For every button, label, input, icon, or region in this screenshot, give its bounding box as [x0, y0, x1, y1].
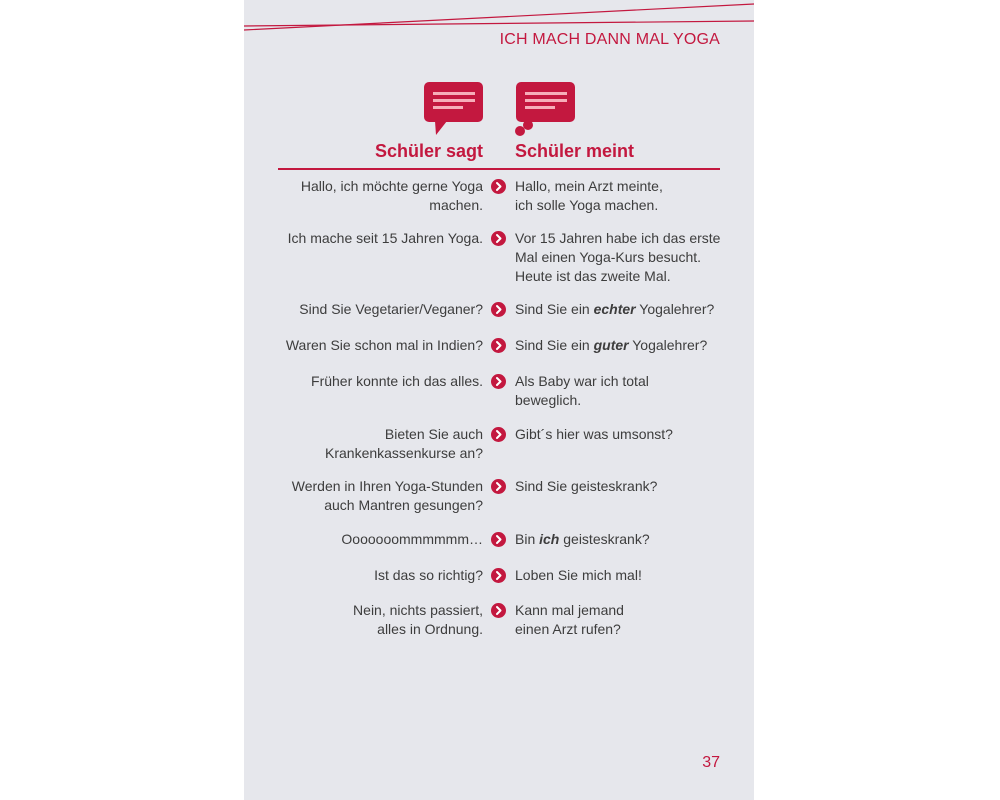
row-means: Bin ich geisteskrank?: [515, 531, 650, 547]
row-says: Ich mache seit 15 Jahren Yoga.: [287, 230, 483, 246]
chevron-right-circle-icon: [491, 479, 506, 494]
chevron-right-circle-icon: [491, 427, 506, 442]
row-says: Früher konnte ich das alles.: [311, 373, 483, 389]
row-means: Loben Sie mich mal!: [515, 567, 642, 583]
chevron-right-circle-icon: [491, 231, 506, 246]
row-says: Hallo, ich möchte gerne Yoga machen.: [300, 178, 483, 213]
row-means: Als Baby war ich total beweglich.: [515, 373, 649, 408]
chevron-right-circle-icon: [491, 302, 506, 317]
book-page: [244, 0, 754, 800]
row-means: Sind Sie ein echter Yogalehrer?: [515, 301, 715, 317]
row-says: Ist das so richtig?: [374, 567, 483, 583]
row-says: Ooooooommmmmm…: [341, 531, 483, 547]
row-says: Bieten Sie auch Krankenkassenkurse an?: [325, 426, 483, 461]
row-means: Kann mal jemand einen Arzt rufen?: [515, 602, 624, 637]
row-means: Hallo, mein Arzt meinte, ich solle Yoga machen.: [515, 178, 663, 213]
chevron-right-circle-icon: [491, 603, 506, 618]
row-says: Nein, nichts passiert, alles in Ordnung.: [353, 602, 483, 637]
row-means: Sind Sie geisteskrank?: [515, 478, 658, 494]
running-title: ICH MACH DANN MAL YOGA: [499, 31, 720, 48]
row-means: Gibt´s hier was umsonst?: [515, 426, 673, 442]
column-heading-means: Schüler meint: [515, 141, 635, 161]
chevron-right-circle-icon: [491, 532, 506, 547]
row-means: Sind Sie ein guter Yogalehrer?: [515, 337, 708, 353]
row-means: Vor 15 Jahren habe ich das erste Mal einen Yoga-Kurs besucht. Heute ist das zweite Mal.: [515, 230, 721, 284]
chevron-right-circle-icon: [491, 179, 506, 194]
page-number: 37: [702, 754, 720, 771]
column-heading-says: Schüler sagt: [374, 141, 483, 161]
chevron-right-circle-icon: [491, 568, 506, 583]
row-says: Sind Sie Vegetarier/Veganer?: [299, 301, 483, 317]
row-says: Waren Sie schon mal in Indien?: [285, 337, 483, 353]
chevron-right-circle-icon: [491, 374, 506, 389]
row-says: Werden in Ihren Yoga-Stunden auch Mantren gesungen?: [291, 478, 483, 513]
phrase-table: [244, 0, 754, 800]
chevron-right-circle-icon: [491, 338, 506, 353]
